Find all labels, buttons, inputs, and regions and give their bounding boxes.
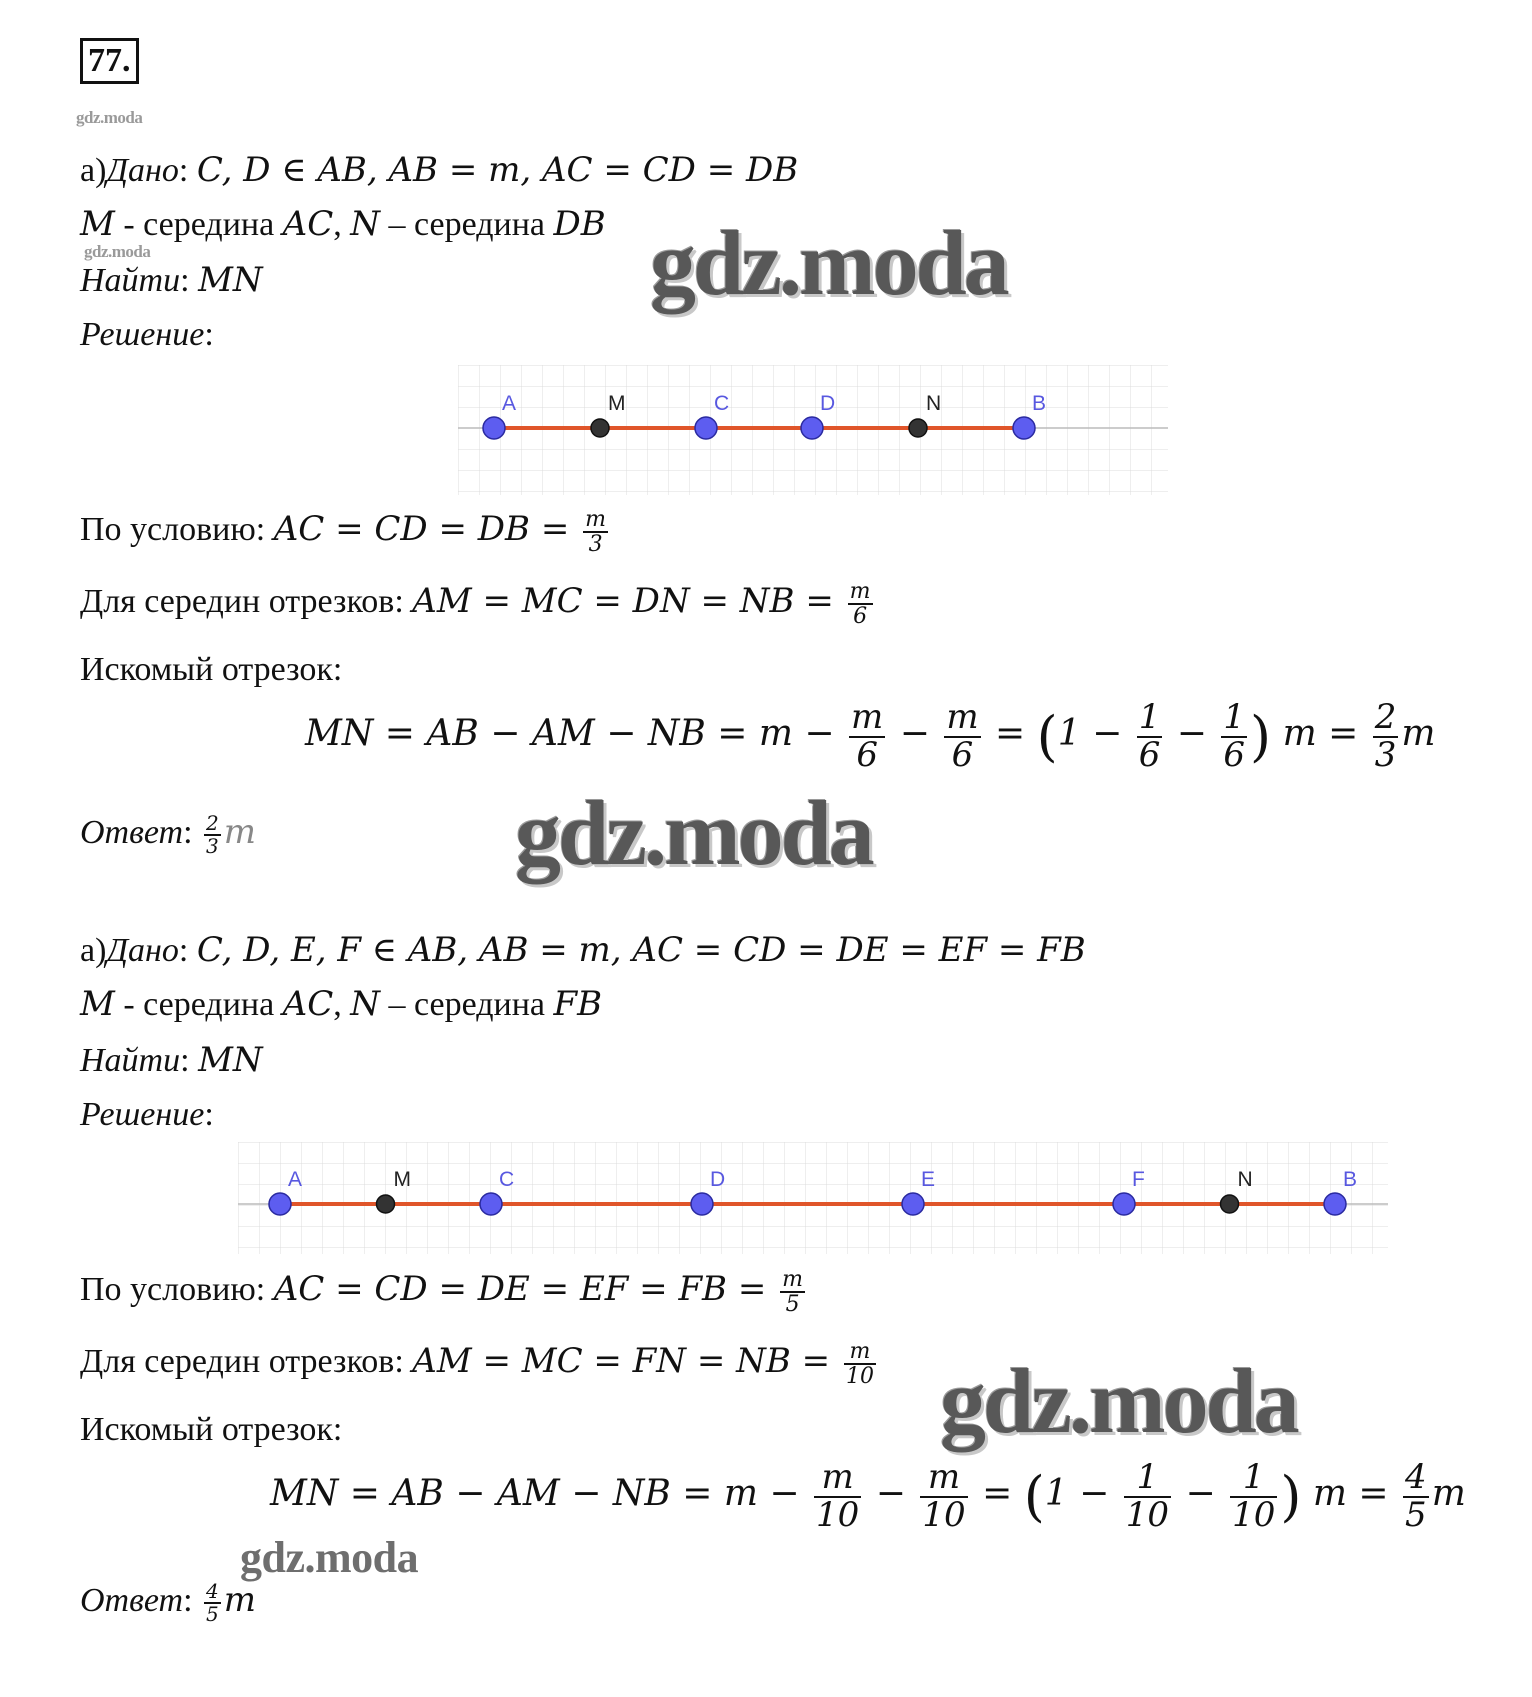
given-line-b: а)Дано: C, D, E, F ∈ AB, AB = m, AC = CD = DE = EF = FB xyxy=(80,930,1086,970)
watermark-small: gdz.moda xyxy=(84,242,151,261)
point-n xyxy=(909,419,927,437)
point-d xyxy=(801,417,823,439)
answer-a: Ответ: $\frac{2}{3}$ m xyxy=(80,811,256,859)
point-label-a: A xyxy=(288,1168,303,1191)
point-a xyxy=(269,1193,291,1215)
point-c xyxy=(695,417,717,439)
given-word: Дано xyxy=(106,152,179,189)
point-label-m: M xyxy=(608,392,626,415)
point-a xyxy=(483,417,505,439)
point-label-n: N xyxy=(1237,1168,1253,1191)
given-line-a: а)Дано: C, D ∈ AB, AB = m, AC = CD = DB xyxy=(80,150,799,190)
condition-line-a: По условию: AC = CD = DB = $\frac{m}{3}$ xyxy=(80,507,606,558)
segment-diagram-a xyxy=(458,365,1168,495)
watermark-big: gdz.moda xyxy=(650,212,1007,314)
point-m xyxy=(377,1195,395,1213)
point-label-c: C xyxy=(499,1168,515,1191)
midpoint-lengths-line-b: Для середин отрезков: AM = MC = FN = NB = $\frac{m}{10}$ xyxy=(80,1339,874,1390)
point-f xyxy=(1113,1193,1135,1215)
watermark-medium: gdz.moda xyxy=(240,1533,419,1582)
point-label-e: E xyxy=(921,1168,936,1191)
fraction: $\frac{m}{6}$ xyxy=(849,579,871,630)
point-b xyxy=(1013,417,1035,439)
seek-label-a: Искомый отрезок: xyxy=(80,651,343,688)
fraction: $\frac{m}{3}$ xyxy=(585,507,606,558)
given-label: а) xyxy=(80,152,107,189)
condition-line-b: По условию: AC = CD = DE = EF = FB = $\frac{m}{5}$ xyxy=(80,1267,804,1318)
point-label-c: C xyxy=(714,392,730,415)
grid xyxy=(238,1142,1388,1254)
point-label-n: N xyxy=(926,392,942,415)
point-m xyxy=(591,419,609,437)
point-label-d: D xyxy=(820,392,836,415)
point-label-a: A xyxy=(502,392,517,415)
point-label-b: B xyxy=(1343,1168,1358,1191)
find-line-b: Найти: MN xyxy=(80,1040,263,1080)
point-b xyxy=(1324,1193,1346,1215)
midpoints-line-a: M - середина AC, N – середина DB xyxy=(80,204,606,244)
watermark-small: gdz.moda xyxy=(76,108,143,127)
point-label-d: D xyxy=(710,1168,726,1191)
point-d xyxy=(691,1193,713,1215)
solution-label-a: Решение: xyxy=(80,316,214,353)
formula-a: MN = AB − AM − NB = m − $\frac{m}{6}$ − $\frac{m}{6}$ = (1 − $\frac{1}{6}$ − $\frac{1}{6}$ ) m = $\frac{2}{3}$ m xyxy=(305,697,1436,775)
midpoint-lengths-line-a: Для середин отрезков: AM = MC = DN = NB = $\frac{m}{6}$ xyxy=(80,579,871,630)
formula-b: MN = AB − AM − NB = m − $\frac{m}{10}$ − $\frac{m}{10}$ = (1 − $\frac{1}{10}$ − $\frac{1}{10}$ ) m = $\frac{4}{5}$ m xyxy=(270,1457,1466,1535)
point-e xyxy=(902,1193,924,1215)
point-label-b: B xyxy=(1032,392,1047,415)
find-line-a: Найти: MN xyxy=(80,260,263,300)
midpoints-line-b: M - середина AC, N – середина FB xyxy=(80,984,603,1024)
answer-b: Ответ: $\frac{4}{5}$ m xyxy=(80,1579,256,1627)
segment-diagram-b xyxy=(238,1142,1388,1254)
seek-label-b: Искомый отрезок: xyxy=(80,1411,343,1448)
problem-number: 77. xyxy=(80,38,139,84)
point-label-f: F xyxy=(1132,1168,1145,1191)
watermark-big: gdz.moda xyxy=(515,782,872,884)
point-label-m: M xyxy=(393,1168,411,1191)
solution-label-b: Решение: xyxy=(80,1096,214,1133)
point-n xyxy=(1221,1195,1239,1213)
point-c xyxy=(480,1193,502,1215)
watermark-big: gdz.moda xyxy=(940,1350,1297,1452)
given-expr: C, D ∈ AB, AB = m, AC = CD = DB xyxy=(196,150,799,190)
